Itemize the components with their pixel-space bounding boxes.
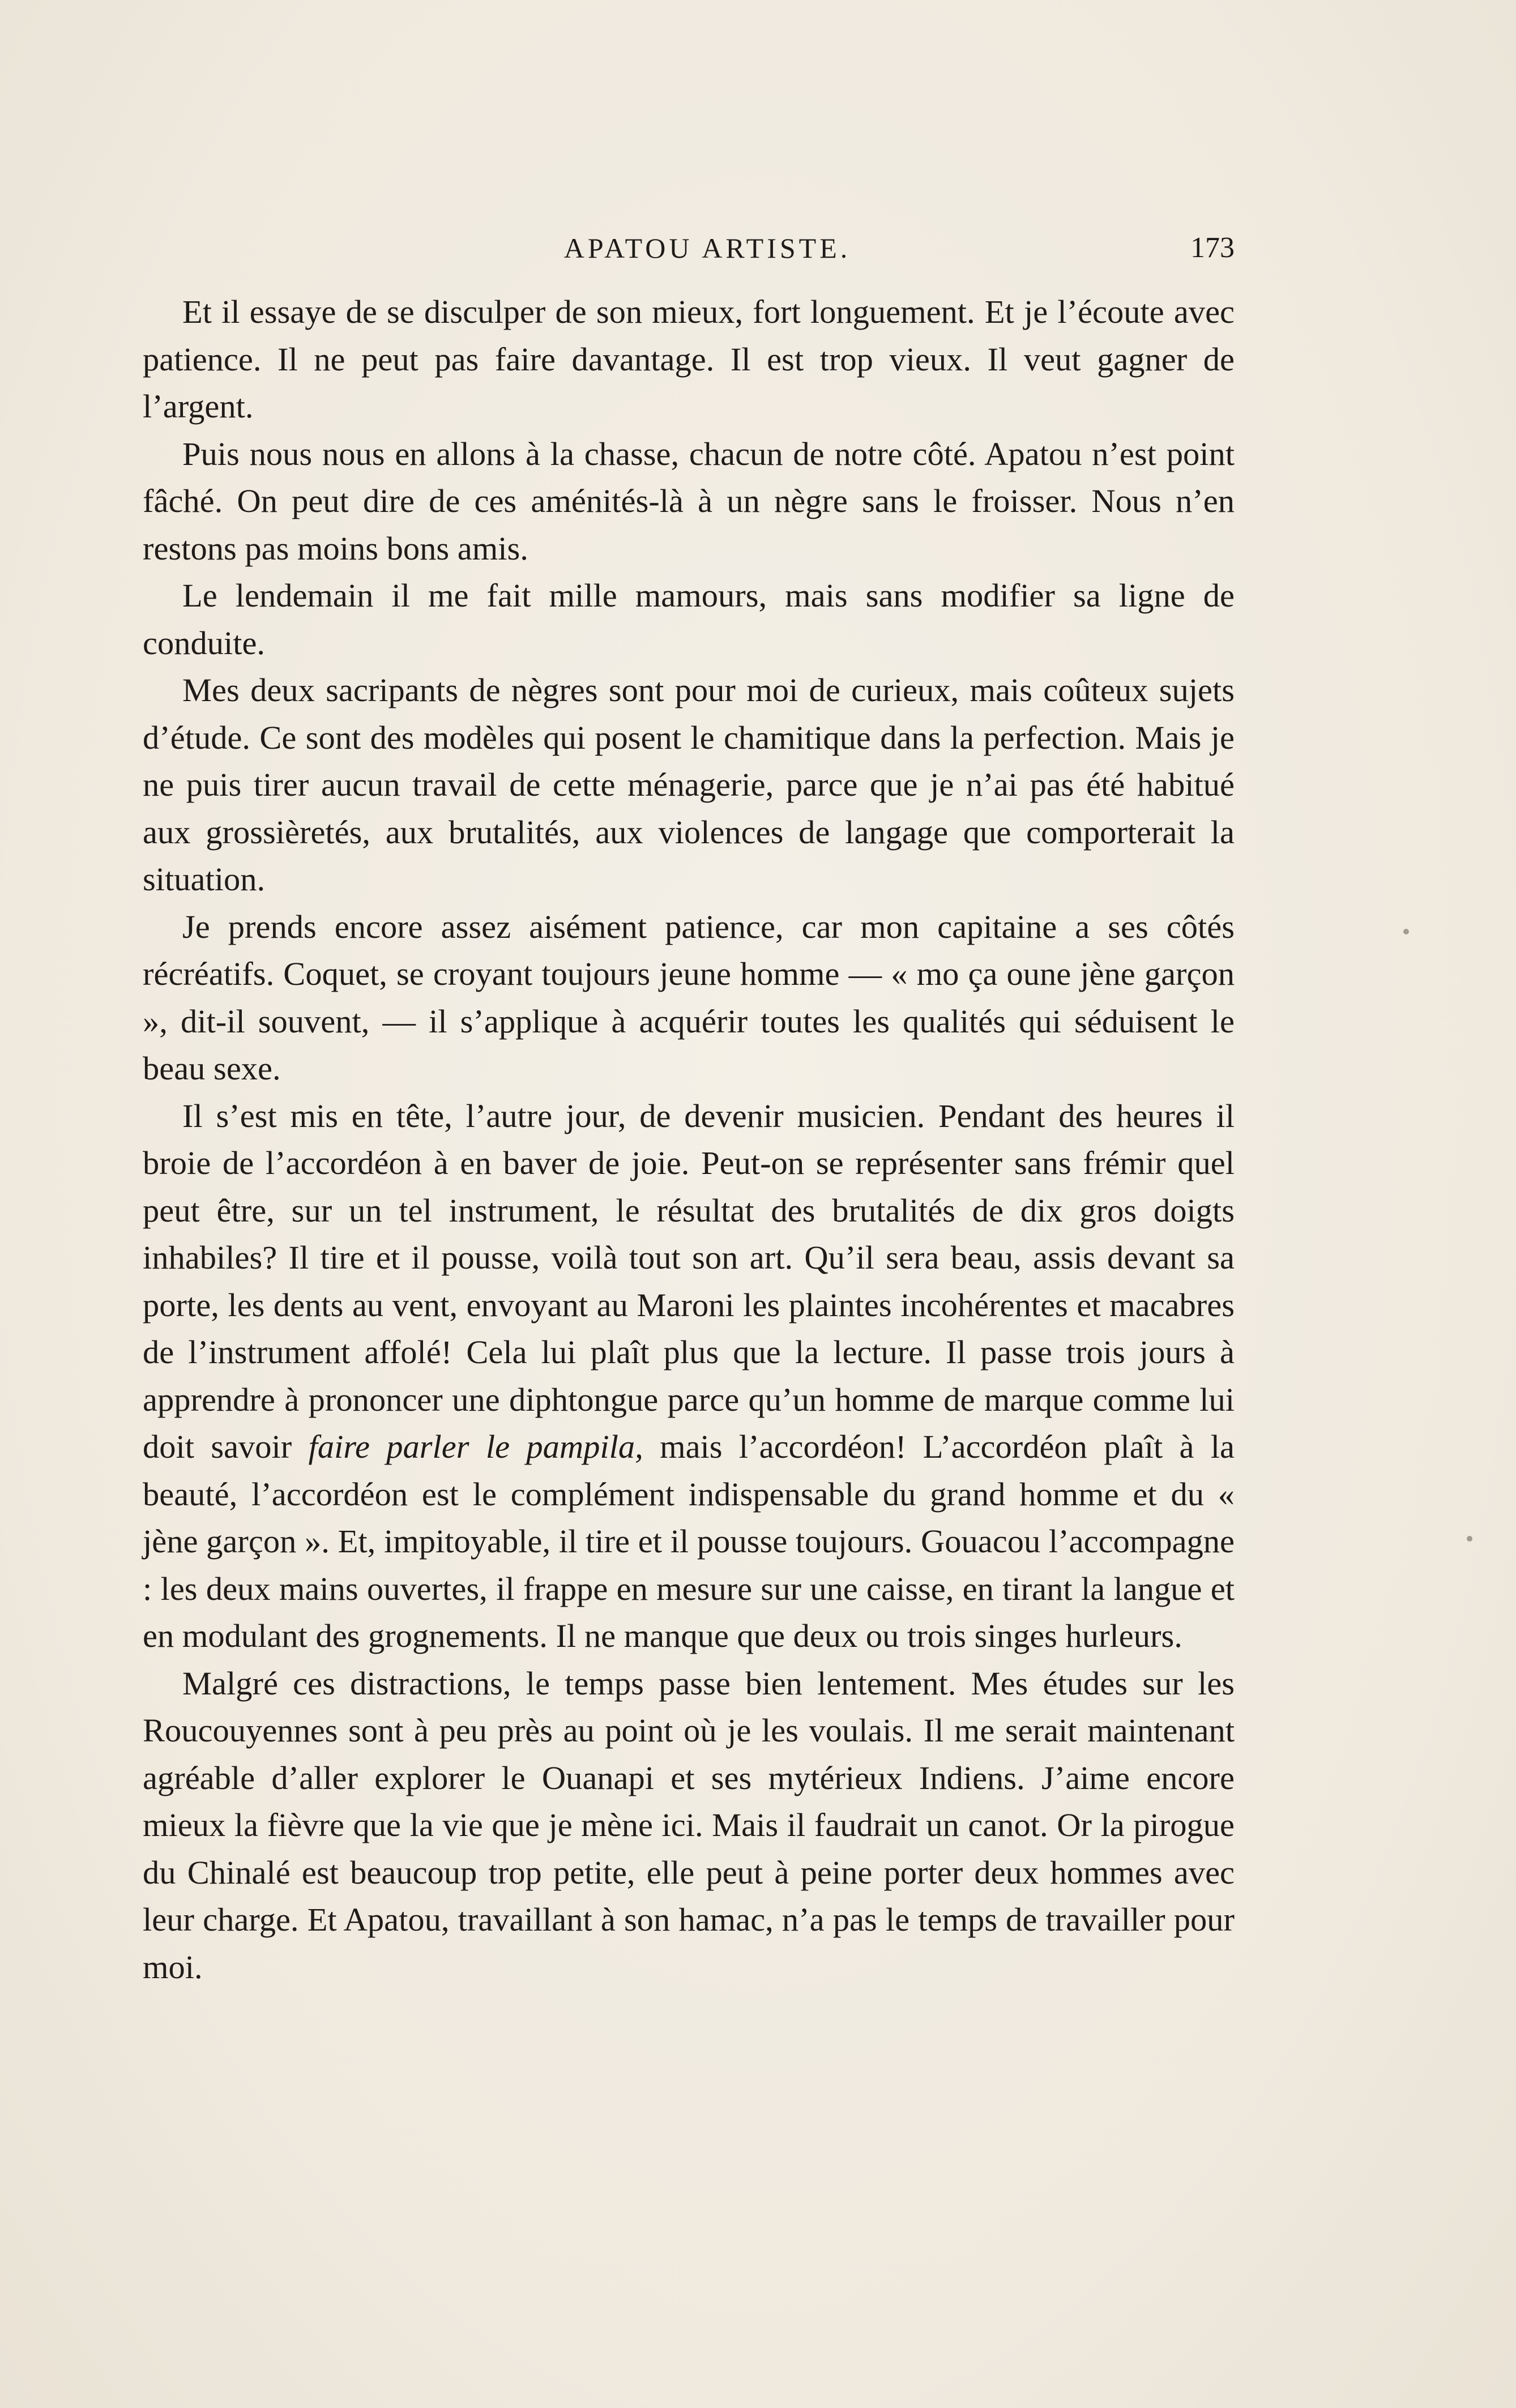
body-text <box>143 288 1235 1991</box>
paragraph-7: Malgré ces distractions, le temps passe bien lentement. Mes études sur les Roucouyennes sont à peu près au point où je les voulais. Il me serait maintenant agréable d’aller explorer le Ouanapi et ses mytérieux Indiens. J’aime encore mieux la fièvre que la vie que je mène ici. Mais il faudrait un canot. Or la pirogue du Chinalé est beaucoup trop petite, elle peut à peine porter deux hommes avec leur charge. Et Apatou, travaillant à son hamac, n’a pas le temps de travailler pour moi. <box>143 1664 1235 1986</box>
chapter-title: APATOU ARTISTE. <box>563 232 851 264</box>
page-number: 173 <box>1190 232 1235 264</box>
paragraph-2: Puis nous nous en allons à la chasse, chacun de notre côté. Apatou n’est point fâché. On peut dire de ces aménités-là à un nègre sans le froisser. Nous n’en restons pas moins bons amis. <box>143 435 1235 567</box>
paragraph-6-text-before: Il s’est mis en tête, l’autre jour, de devenir musicien. Pendant des heures il broie de l’accordéon à en baver de joie. Peut-on se représenter sans frémir quel peut être, sur un tel instrument, le résultat des brutalités de dix gros doigts inhabiles? Il tire et il pousse, voilà tout son art. Qu’il sera beau, assis devant sa porte, les dents au vent, envoyant au Maroni les plaintes incohérentes et macabres de l’instrument affolé! Cela lui plaît plus que la lecture. Il passe trois jours à apprendre à prononcer une diphtongue parce qu’un homme de marque comme lui doit savoir <box>143 1097 1235 1465</box>
paragraph-3: Le lendemain il me fait mille mamours, mais sans modifier sa ligne de conduite. <box>143 577 1235 661</box>
paragraph-5: Je prends encore assez aisément patience, car mon capitaine a ses côtés récréatifs. Coquet, se croyant toujours jeune homme — « mo ça oune jène garçon », dit-il souvent, — il s’applique à acquérir toutes les qualités qui séduisent le beau sexe. <box>143 908 1235 1087</box>
paragraph-6-italic-phrase: faire parler le pampila, <box>308 1428 643 1465</box>
margin-speck-lower <box>1467 1536 1472 1542</box>
paragraph-1: Et il essaye de se disculper de son mieux, fort longuement. Et je l’écoute avec patience. Il ne peut pas faire davantage. Il est trop vieux. Il veut gagner de l’argent. <box>143 293 1235 425</box>
paragraph-6-text-after: mais l’accordéon! L’accordéon plaît à la beauté, l’accordéon est le complément indispensable du grand homme et du « jène garçon ». Et, impitoyable, il tire et il pousse toujours. Gouacou l’accompagne : les deux mains ouvertes, il frappe en mesure sur une caisse, en tirant la langue et en modulant des grognements. Il ne manque que deux ou trois singes hurleurs. <box>143 1428 1235 1654</box>
paragraph-4: Mes deux sacripants de nègres sont pour moi de curieux, mais coûteux sujets d’étude. Ce sont des modèles qui posent le chamitique dans la perfection. Mais je ne puis tirer aucun travail de cette ménagerie, parce que je n’ai pas été habitué aux grossièretés, aux brutalités, aux violences de langage que comporterait la situation. <box>143 672 1235 898</box>
margin-speck-upper <box>1403 929 1409 934</box>
paragraph-6 <box>143 1092 1235 1660</box>
running-head <box>180 225 1235 271</box>
